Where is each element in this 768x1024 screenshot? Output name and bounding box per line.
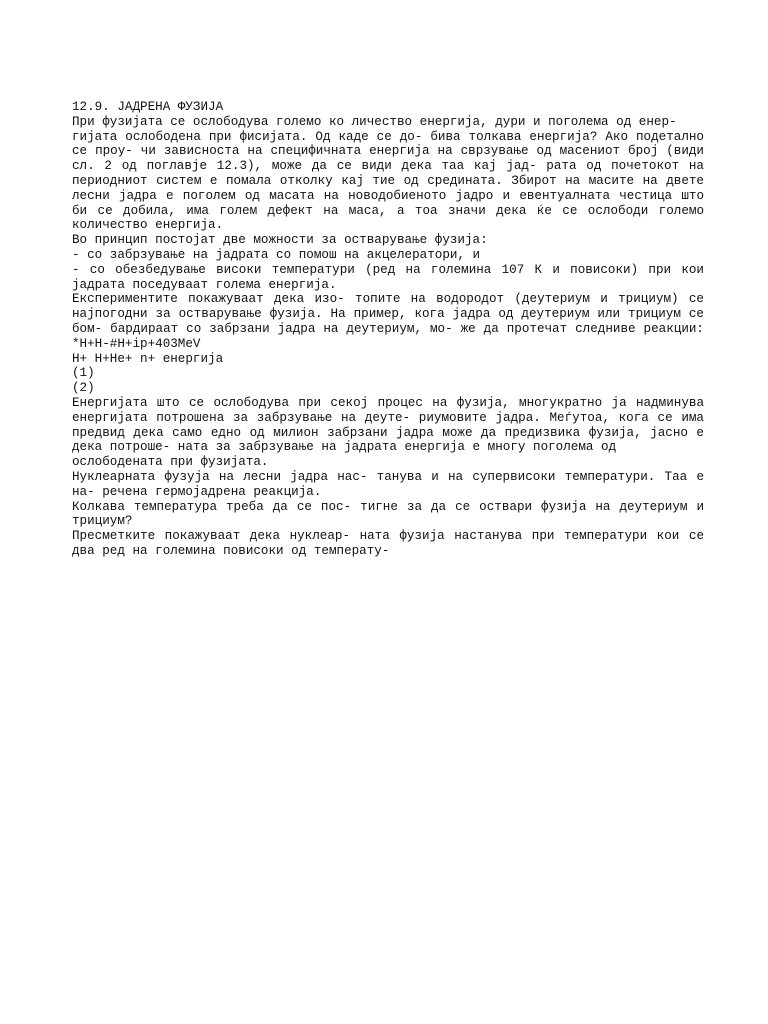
text-line: се проу- чи зависноста на специфичната енергија на сврзување од масениот број (види [72, 144, 704, 159]
text-line: (2) [72, 381, 95, 396]
text-line: - со обезбедување високи температури (ред на големина 107 К и повисоки) при кои [72, 262, 704, 277]
text-line: два ред на големина повисоки од температу- [72, 543, 390, 558]
document-body [72, 115, 704, 559]
text-line: најпогодни за остварување фузија. На пример, кога јадра од деутериум или трициум се [72, 307, 704, 322]
text-line: јадрата поседуваат голема енергија. [72, 277, 337, 292]
text-line: би се добила, има голем дефект на маса, а тоа значи дека ќе се ослободи големо [72, 203, 704, 218]
text-line: на- речена гермојадрена реакција. [72, 484, 322, 499]
text-line: предвид дека само едно од милион забрзани јадра може да предизвика фузија, јасно е [72, 425, 704, 440]
text-line: Колкава температура треба да се пос- тигне за да се оствари фузија на деутериум и [72, 499, 704, 514]
text-line: При фузијата се ослободува големо ко личество енергија, дури и поголема од енер- [72, 114, 677, 129]
document-page [72, 100, 704, 559]
text-line: *H+H-#H+ip+403MeV [72, 336, 201, 351]
text-line: сл. 2 од поглавје 12.3), може да се види дека таа кај јад- рата од почетокот на [72, 159, 704, 174]
text-line: бом- бардираат со забрзани јадра на деутериум, мо- же да протечат следниве реакции: [72, 321, 704, 336]
text-line: Енергијата што се ослободува при секој процес на фузија, многукратно ја надминува [72, 395, 704, 410]
text-line: H+ H+He+ n+ енергија [72, 351, 224, 366]
text-line: Експериментите покажуваат дека изо- топите на водородот (деутериум и трициум) се [72, 292, 704, 307]
text-line: (1) [72, 366, 95, 381]
text-line: - со забрзување на јадрата со помош на акцелератори, и [72, 247, 481, 262]
text-line: периодниот систем е помала отколку кај тие од средината. Збирот на масите на двете [72, 173, 704, 188]
text-line: дека потроше- ната за забрзување на јадрата енергија е многу поголема од [72, 440, 617, 455]
text-line: количество енергија. [72, 218, 224, 233]
text-line: енергијата потрошена за забрзување на деуте- риумовите јадра. Меѓутоа, кога се има [72, 410, 704, 425]
text-line: Нуклеарната фузуја на лесни јадра нас- танува и на супервисоки температури. Таа е [72, 469, 704, 484]
section-heading: 12.9. ЈАДРЕНА ФУЗИЈА [72, 100, 224, 114]
text-line: гијата ослободена при фисијата. Од каде се до- бива толкава енергија? Ако подетално [72, 129, 704, 144]
text-line: Во принцип постојат две можности за остварување фузија: [72, 233, 488, 248]
text-line: ослободената при фузијата. [72, 455, 269, 470]
text-line: лесни јадра е поголем од масата на новодобиеното јадро и евентуалната честица што [72, 188, 704, 203]
text-line: Пресметките покажуваат дека нуклеар- ната фузија настанува при температури кои се [72, 529, 704, 544]
text-line: трициум? [72, 514, 133, 529]
